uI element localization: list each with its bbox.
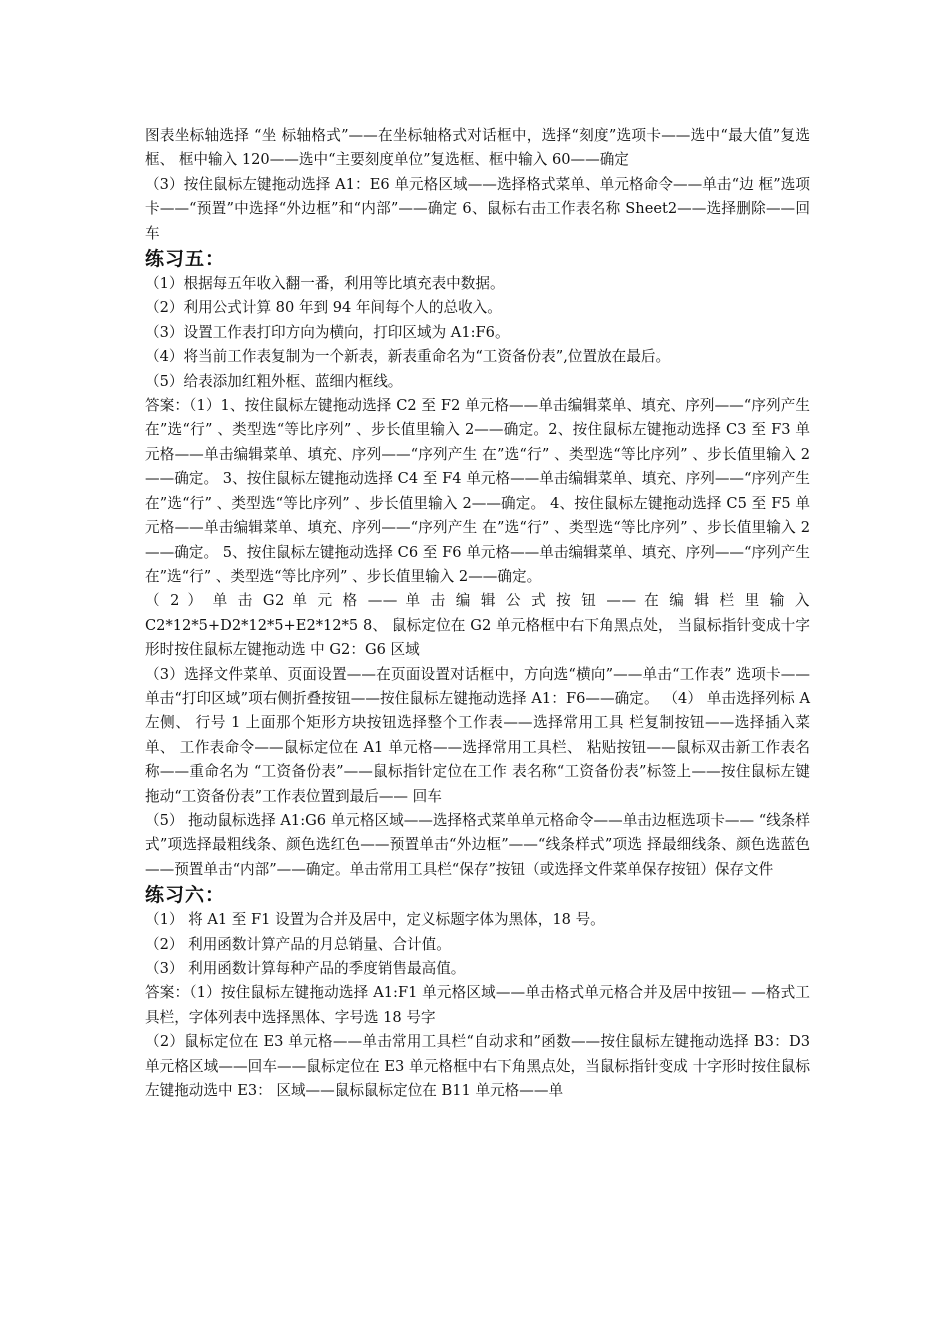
answer-paragraph: （3）选择文件菜单、页面设置——在页面设置对话框中，方向选“横向”——单击“工作表” 选项卡——单击“打印区域”项右侧折叠按钮——按住鼠标左键拖动选择 A1：F6——确定。 （4） 单击选择列标 A 左侧、 行号 1 上面那个矩形方块按钮选择整个工作表——选择常用工具 栏复制按钮——选择插入菜单、 工作表命令——鼠标定位在 A1 单元格——选择常用工具栏、 粘贴按钮——鼠标双击新工作表名称——重命名为 “工资备份表”——鼠标指针定位在工作 表名称“工资备份表”标签上——按住鼠标左键拖动“工资备份表”工作表位置到最后—— 回车 xyxy=(145,665,810,805)
section-heading: 练习五： xyxy=(145,248,226,271)
answer-paragraph: （2）鼠标定位在 E3 单元格——单击常用工具栏“自动求和”函数——按住鼠标左键拖动选择 B3：D3 单元格区域——回车——鼠标定位在 E3 单元格框中右下角黑点处，当鼠标指针变成 十字形时按住鼠标左键拖动选中 E3： 区域——鼠标鼠标定位在 B11 单元格——单 xyxy=(145,1033,810,1100)
paragraph: 图表坐标轴选择 “坐 标轴格式”——在坐标轴格式对话框中，选择“刻度”选项卡——选中“最大值”复选框、 框中输入 120——选中“主要刻度单位”复选框、框中输入 60——确定 xyxy=(145,127,810,169)
answer-paragraph: 答案：（1）按住鼠标左键拖动选择 A1:F1 单元格区域——单击格式单元格合并及居中按钮— —格式工具栏，字体列表中选择黑体、字号选 18 号字 xyxy=(145,984,810,1026)
task-item: （2）利用公式计算 80 年到 94 年间每个人的总收入。 xyxy=(145,299,502,317)
task-item: （3） 利用函数计算每种产品的季度销售最高值。 xyxy=(145,960,466,977)
task-item: （5）给表添加红粗外框、蓝细内框线。 xyxy=(145,372,403,390)
task-item: （1） 将 A1 至 F1 设置为合并及居中，定义标题字体为黑体，18 号。 xyxy=(145,911,605,929)
document-body xyxy=(145,124,810,1103)
task-item: （4）将当前工作表复制为一个新表，新表重命名为“工资备份表”,位置放在最后。 xyxy=(145,348,671,366)
answer-paragraph: （5） 拖动鼠标选择 A1:G6 单元格区域——选择格式菜单单元格命令——单击边框选项卡—— “线条样式”项选择最粗线条、颜色选红色——预置单击“外边框”——“线条样式”项选 择最细线条、颜色选蓝色——预置单击“内部”——确定。单击常用工具栏“保存”按钮（或选择文件菜单保存按钮）保存文件 xyxy=(145,811,810,878)
task-item: （3）设置工作表打印方向为横向，打印区域为 A1:F6。 xyxy=(145,323,510,341)
paragraph: （3）按住鼠标左键拖动选择 A1：E6 单元格区域——选择格式菜单、单元格命令——单击“边 框”选项卡——“预置”中选择“外边框”和“内部”——确定 6、鼠标右击工作表名称 Sheet2——选择删除——回车 xyxy=(145,175,810,242)
task-item: （1）根据每五年收入翻一番，利用等比填充表中数据。 xyxy=(145,275,505,293)
answer-paragraph: 答案：（1）1、按住鼠标左键拖动选择 C2 至 F2 单元格——单击编辑菜单、填充、序列——“序列产生 在”选“行” 、类型选“等比序列” 、步长值里输入 2——确定。2、按住鼠标左键拖动选择 C3 至 F3 单元格——单击编辑菜单、填充、序列——“序列产生 在”选“行” 、类型选“等比序列” 、步长值里输入 2——确定。 3、按住鼠标左键拖动选择 C4 至 F4 单元格——单击编辑菜单、填充、序列——“序列产生 在”选“行” 、类型选“等比序列” 、步长值里输入 2——确定。 4、按住鼠标左键拖动选择 C5 至 F5 单元格——单击编辑菜单、填充、序列——“序列产生 在”选“行” 、类型选“等比序列” 、步长值里输入 2——确定。 5、按住鼠标左键拖动选择 C6 至 F6 单元格——单击编辑菜单、填充、序列——“序列产生 在”选“行” 、类型选“等比序列” 、步长值里输入 2——确定。 xyxy=(145,397,810,585)
answer-paragraph: （ 2 ） 单 击 G2 单 元 格 —— 单 击 编 辑 公 式 按 钮 —— 在 编 辑 栏 里 输 入 xyxy=(145,592,810,610)
answer-paragraph: C2*12*5+D2*12*5+E2*12*5 8、 鼠标定位在 G2 单元格框中右下角黑点处， 当鼠标指针变成十字形时按住鼠标左键拖动选 中 G2：G6 区域 xyxy=(145,616,810,659)
task-item: （2） 利用函数计算产品的月总销量、合计值。 xyxy=(145,935,451,953)
section-heading: 练习六： xyxy=(145,884,226,907)
